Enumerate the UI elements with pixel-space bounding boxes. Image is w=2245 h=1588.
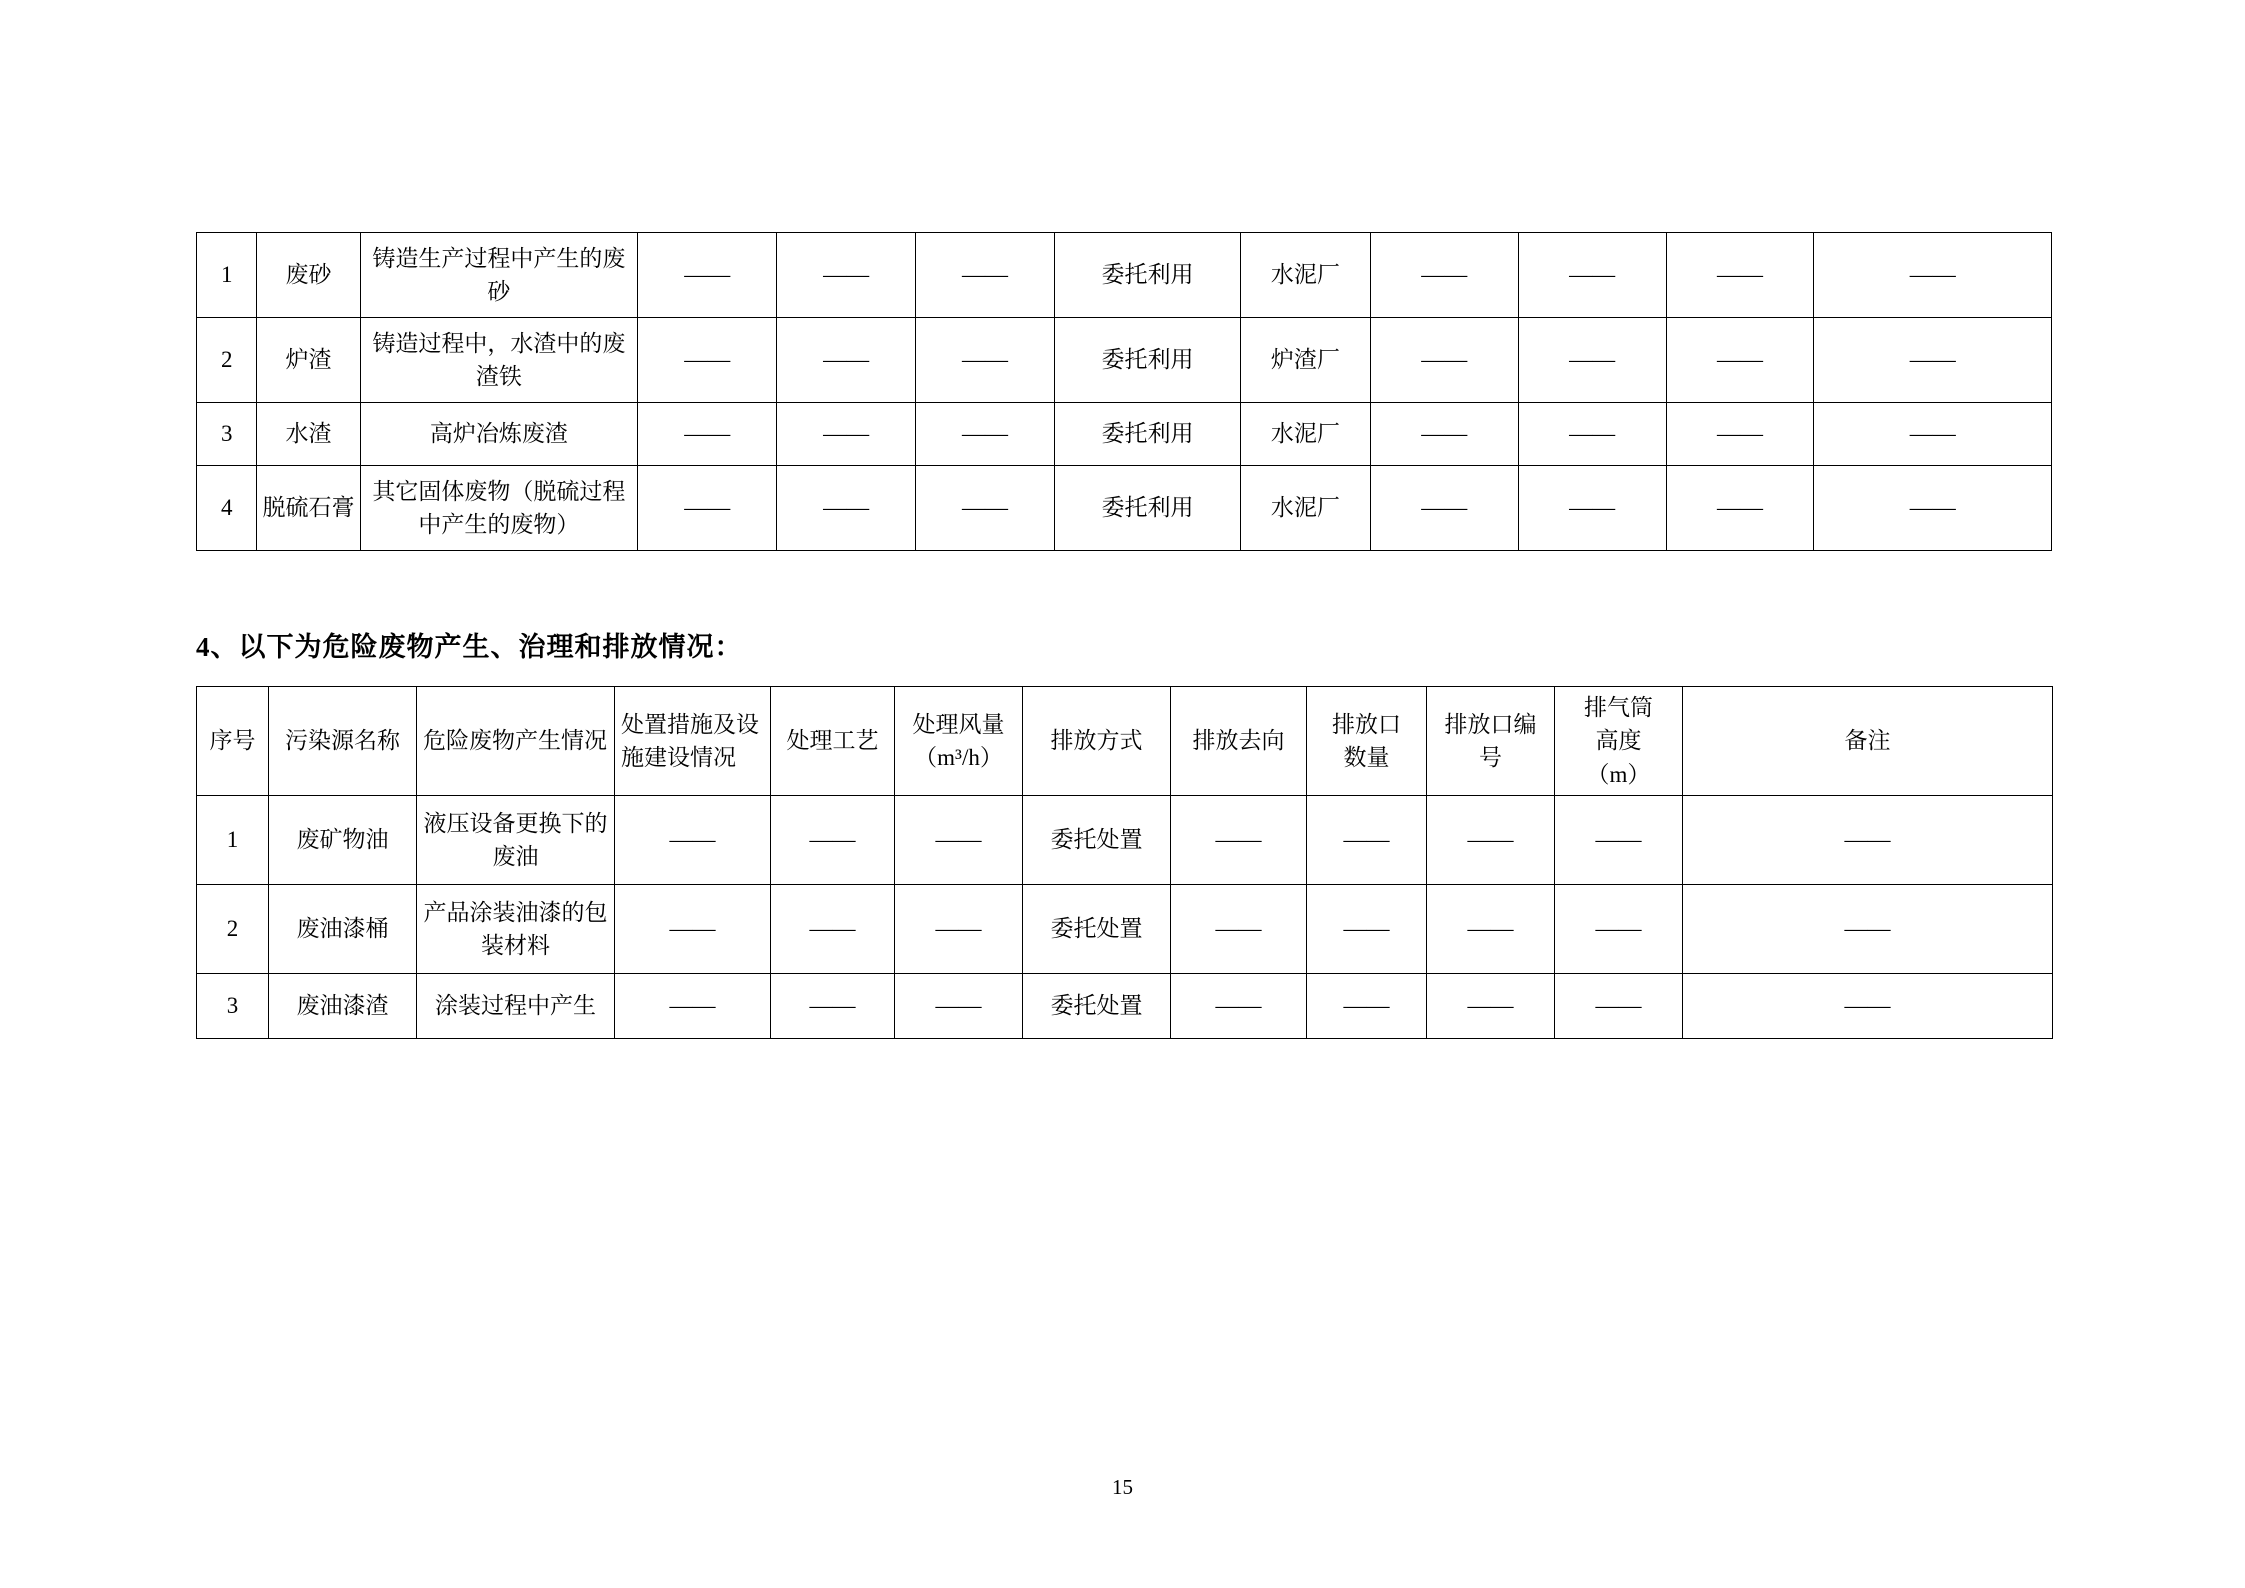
row-description: 高炉冶炼废渣 (360, 403, 638, 466)
row-source-name: 废油漆渣 (269, 974, 417, 1039)
solid-waste-table (196, 232, 2052, 551)
col-header-outlet-count-line1: 排放口 (1332, 711, 1401, 737)
row-index: 3 (197, 403, 257, 466)
row-index: 4 (197, 466, 257, 551)
row-cell-4: —— (638, 233, 777, 318)
row-air-volume: —— (895, 796, 1023, 885)
row-cell-10: —— (1518, 466, 1666, 551)
row-cell-6: —— (916, 318, 1055, 403)
col-header-air-volume (895, 687, 1023, 796)
row-discharge-mode: 委托利用 (1055, 233, 1241, 318)
row-discharge-mode: 委托处置 (1023, 974, 1171, 1039)
row-cell-11: —— (1666, 403, 1814, 466)
row-source-name: 废油漆桶 (269, 885, 417, 974)
row-remark: —— (1683, 974, 2053, 1039)
row-cell-5: —— (777, 318, 916, 403)
row-destination: —— (1171, 885, 1307, 974)
row-outlet-no: —— (1427, 885, 1555, 974)
row-stack-height: —— (1555, 796, 1683, 885)
row-index: 1 (197, 233, 257, 318)
row-description: 产品涂装油漆的包装材料 (417, 885, 615, 974)
row-index: 2 (197, 318, 257, 403)
row-cell-10: —— (1518, 233, 1666, 318)
col-header-outlet-no-line2: 号 (1479, 745, 1502, 771)
row-discharge-mode: 委托处置 (1023, 885, 1171, 974)
page-content (196, 232, 2052, 1039)
row-cell-12: —— (1814, 233, 2052, 318)
row-discharge-mode: 委托利用 (1055, 466, 1241, 551)
col-header-stack-height-line2: 高度 (1595, 728, 1642, 754)
row-destination: —— (1171, 974, 1307, 1039)
row-cell-4: —— (638, 318, 777, 403)
row-source-name: 炉渣 (257, 318, 360, 403)
table-row (197, 466, 2052, 551)
row-cell-11: —— (1666, 233, 1814, 318)
row-air-volume: —— (895, 974, 1023, 1039)
col-header-description: 危险废物产生情况 (417, 687, 615, 796)
row-cell-10: —— (1518, 318, 1666, 403)
row-destination: —— (1171, 796, 1307, 885)
col-header-outlet-no (1427, 687, 1555, 796)
row-source-name: 水渣 (257, 403, 360, 466)
row-discharge-mode: 委托利用 (1055, 403, 1241, 466)
row-cell-4: —— (638, 403, 777, 466)
row-measures: —— (615, 974, 771, 1039)
row-outlet-no: —— (1427, 974, 1555, 1039)
table-row (197, 318, 2052, 403)
row-description: 涂装过程中产生 (417, 974, 615, 1039)
col-header-process: 处理工艺 (771, 687, 895, 796)
row-process: —— (771, 885, 895, 974)
row-remark: —— (1683, 885, 2053, 974)
table-header-row (197, 687, 2053, 796)
hazardous-waste-table (196, 686, 2053, 1039)
row-index: 2 (197, 885, 269, 974)
row-description: 液压设备更换下的废油 (417, 796, 615, 885)
row-destination: 炉渣厂 (1240, 318, 1370, 403)
col-header-index: 序号 (197, 687, 269, 796)
col-header-stack-height-line3: （m） (1586, 761, 1651, 787)
col-header-outlet-count (1307, 687, 1427, 796)
col-header-stack-height (1555, 687, 1683, 796)
row-source-name: 废矿物油 (269, 796, 417, 885)
row-outlet-no: —— (1427, 796, 1555, 885)
row-cell-9: —— (1370, 466, 1518, 551)
row-destination: 水泥厂 (1240, 233, 1370, 318)
table-row (197, 233, 2052, 318)
row-cell-5: —— (777, 466, 916, 551)
row-description: 铸造生产过程中产生的废砂 (360, 233, 638, 318)
col-header-air-volume-line1: 处理风量 (912, 711, 1005, 737)
row-destination: 水泥厂 (1240, 403, 1370, 466)
col-header-remark: 备注 (1683, 687, 2053, 796)
row-measures: —— (615, 796, 771, 885)
row-process: —— (771, 796, 895, 885)
row-source-name: 废砂 (257, 233, 360, 318)
row-measures: —— (615, 885, 771, 974)
row-description: 铸造过程中，水渣中的废渣铁 (360, 318, 638, 403)
col-header-air-volume-line2: （m³/h） (914, 745, 1003, 771)
section-heading: 4、以下为危险废物产生、治理和排放情况： (196, 632, 743, 662)
row-process: —— (771, 974, 895, 1039)
col-header-stack-height-line1: 排气筒 (1584, 695, 1653, 720)
row-air-volume: —— (895, 885, 1023, 974)
row-index: 3 (197, 974, 269, 1039)
row-cell-9: —— (1370, 403, 1518, 466)
row-source-name: 脱硫石膏 (257, 466, 360, 551)
col-header-outlet-count-line2: 数量 (1343, 745, 1390, 771)
row-description: 其它固体废物（脱硫过程中产生的废物） (360, 466, 638, 551)
row-discharge-mode: 委托利用 (1055, 318, 1241, 403)
col-header-source-name: 污染源名称 (269, 687, 417, 796)
col-header-discharge-mode: 排放方式 (1023, 687, 1171, 796)
col-header-outlet-no-line1: 排放口编 (1444, 711, 1537, 737)
col-header-measures: 处置措施及设施建设情况 (615, 687, 771, 796)
row-stack-height: —— (1555, 885, 1683, 974)
table-row (197, 974, 2053, 1039)
row-outlet-count: —— (1307, 974, 1427, 1039)
row-cell-5: —— (777, 233, 916, 318)
table-row (197, 796, 2053, 885)
row-remark: —— (1683, 796, 2053, 885)
table-row (197, 885, 2053, 974)
row-cell-12: —— (1814, 403, 2052, 466)
row-cell-11: —— (1666, 466, 1814, 551)
row-cell-5: —— (777, 403, 916, 466)
row-cell-9: —— (1370, 318, 1518, 403)
row-cell-6: —— (916, 233, 1055, 318)
row-discharge-mode: 委托处置 (1023, 796, 1171, 885)
row-stack-height: —— (1555, 974, 1683, 1039)
row-cell-12: —— (1814, 466, 2052, 551)
row-index: 1 (197, 796, 269, 885)
row-cell-12: —— (1814, 318, 2052, 403)
page-number: 15 (1112, 1475, 1133, 1499)
row-cell-6: —— (916, 466, 1055, 551)
row-destination: 水泥厂 (1240, 466, 1370, 551)
row-outlet-count: —— (1307, 885, 1427, 974)
row-cell-10: —— (1518, 403, 1666, 466)
table-row (197, 403, 2052, 466)
row-cell-9: —— (1370, 233, 1518, 318)
row-cell-11: —— (1666, 318, 1814, 403)
row-cell-4: —— (638, 466, 777, 551)
row-outlet-count: —— (1307, 796, 1427, 885)
row-cell-6: —— (916, 403, 1055, 466)
col-header-destination: 排放去向 (1171, 687, 1307, 796)
